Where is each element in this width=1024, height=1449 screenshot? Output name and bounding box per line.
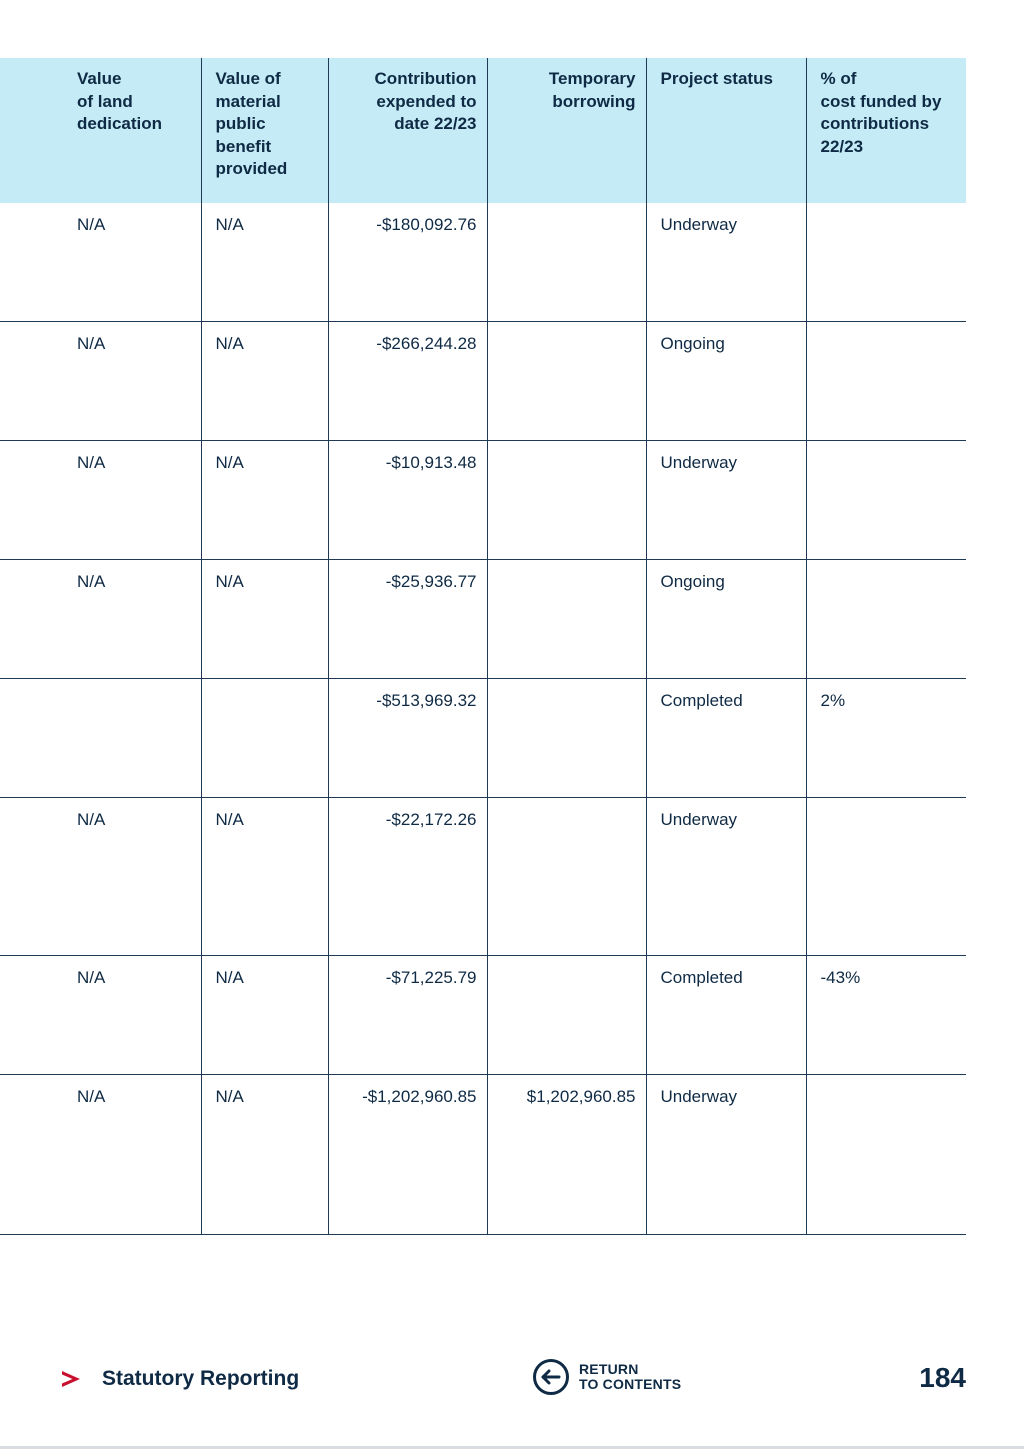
cell-land-dedication: N/A [0, 956, 201, 1075]
cell-project-status: Completed [646, 679, 806, 798]
cell-land-dedication: N/A [0, 560, 201, 679]
cell-percent-funded [806, 322, 966, 441]
table-row [0, 679, 966, 798]
cell-material-benefit: N/A [201, 203, 328, 322]
cell-temporary-borrowing [487, 798, 646, 956]
header-project-status: Project status [646, 58, 806, 203]
cell-temporary-borrowing [487, 441, 646, 560]
cell-material-benefit: N/A [201, 956, 328, 1075]
cell-contribution-expended: -$1,202,960.85 [328, 1075, 487, 1235]
cell-project-status: Underway [646, 1075, 806, 1235]
contributions-table [0, 58, 966, 1235]
cell-material-benefit [201, 679, 328, 798]
table-row [0, 203, 966, 322]
cell-material-benefit: N/A [201, 798, 328, 956]
cell-temporary-borrowing [487, 956, 646, 1075]
cell-contribution-expended: -$266,244.28 [328, 322, 487, 441]
cell-project-status: Completed [646, 956, 806, 1075]
cell-percent-funded [806, 560, 966, 679]
header-temporary-borrowing: Temporary borrowing [487, 58, 646, 203]
cell-project-status: Underway [646, 798, 806, 956]
cell-temporary-borrowing [487, 203, 646, 322]
table-row [0, 441, 966, 560]
cell-temporary-borrowing: $1,202,960.85 [487, 1075, 646, 1235]
return-line-1: RETURN [579, 1361, 639, 1377]
cell-land-dedication: N/A [0, 1075, 201, 1235]
cell-land-dedication: N/A [0, 203, 201, 322]
table-row [0, 798, 966, 956]
cell-material-benefit: N/A [201, 441, 328, 560]
cell-project-status: Underway [646, 203, 806, 322]
cell-temporary-borrowing [487, 679, 646, 798]
cell-material-benefit: N/A [201, 322, 328, 441]
footer-section-label[interactable] [58, 1366, 299, 1392]
table-row [0, 956, 966, 1075]
section-title: Statutory Reporting [102, 1367, 300, 1390]
page-number: 184 [919, 1362, 966, 1393]
cell-temporary-borrowing [487, 560, 646, 679]
cell-percent-funded: -43% [806, 956, 966, 1075]
cell-contribution-expended: -$180,092.76 [328, 203, 487, 322]
table-row [0, 1075, 966, 1235]
table-header-row [0, 58, 966, 203]
cell-land-dedication: N/A [0, 322, 201, 441]
chevron-right-icon [58, 1366, 84, 1392]
table-row [0, 560, 966, 679]
cell-material-benefit: N/A [201, 1075, 328, 1235]
cell-material-benefit: N/A [201, 560, 328, 679]
cell-land-dedication: N/A [0, 798, 201, 956]
cell-percent-funded: 2% [806, 679, 966, 798]
arrow-left-circle-icon [532, 1358, 570, 1396]
return-line-2: TO CONTENTS [579, 1376, 682, 1392]
cell-project-status: Ongoing [646, 560, 806, 679]
cell-percent-funded [806, 441, 966, 560]
header-land-dedication: Value of land dedication [0, 58, 201, 203]
cell-contribution-expended: -$71,225.79 [328, 956, 487, 1075]
return-to-contents-link[interactable] [532, 1358, 681, 1396]
return-text [579, 1362, 681, 1392]
cell-percent-funded [806, 1075, 966, 1235]
table-row [0, 322, 966, 441]
header-contribution-expended: Contribution expended to date 22/23 [328, 58, 487, 203]
cell-land-dedication: N/A [0, 441, 201, 560]
cell-contribution-expended: -$25,936.77 [328, 560, 487, 679]
cell-contribution-expended: -$10,913.48 [328, 441, 487, 560]
header-material-public-benefit: Value of material public benefit provided [201, 58, 328, 203]
cell-contribution-expended: -$513,969.32 [328, 679, 487, 798]
cell-project-status: Ongoing [646, 322, 806, 441]
cell-land-dedication [0, 679, 201, 798]
cell-percent-funded [806, 203, 966, 322]
cell-project-status: Underway [646, 441, 806, 560]
cell-percent-funded [806, 798, 966, 956]
header-percent-funded: % of cost funded by contributions 22/23 [806, 58, 966, 203]
cell-temporary-borrowing [487, 322, 646, 441]
cell-contribution-expended: -$22,172.26 [328, 798, 487, 956]
